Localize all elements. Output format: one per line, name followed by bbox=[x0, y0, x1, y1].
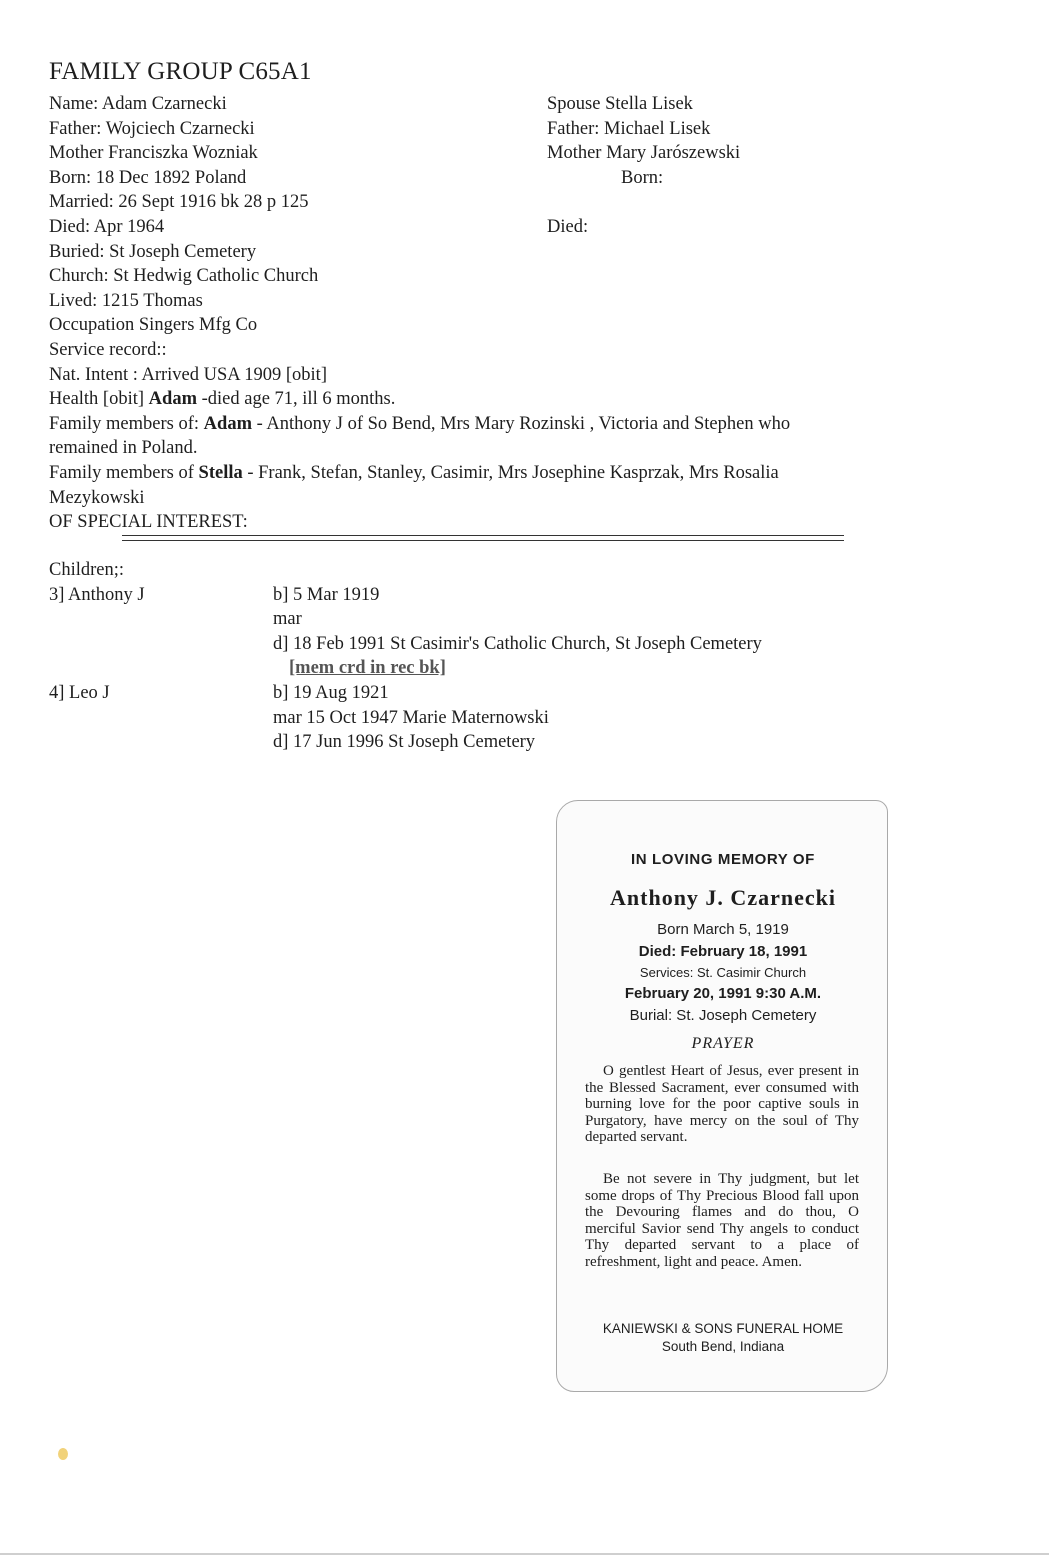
married-line: Married: 26 Sept 1916 bk 28 p 125 bbox=[49, 192, 309, 213]
child-birth: b] 19 Aug 1921 bbox=[273, 682, 389, 703]
card-name: Anthony J. Czarnecki bbox=[610, 885, 836, 910]
occupation-line: Occupation Singers Mfg Co bbox=[49, 315, 258, 336]
child-row bbox=[49, 632, 949, 657]
child-death: d] 18 Feb 1991 St Casimir's Catholic Church, St Joseph Cemetery bbox=[273, 633, 762, 654]
family-members-stella-cont: Mezykowski bbox=[49, 487, 145, 508]
family-members-adam-line: Family members of: Adam - Anthony J of So Bend, Mrs Mary Rozinski , Victoria and Stephen who bbox=[49, 413, 791, 434]
child-name: 4] Leo J bbox=[49, 682, 110, 703]
children-section bbox=[49, 558, 949, 755]
health-line: Health [obit] Adam -died age 71, ill 6 months. bbox=[49, 389, 396, 410]
memorial-card-note: [mem crd in rec bk] bbox=[289, 658, 446, 679]
card-prayer-paragraph: O gentlest Heart of Jesus, ever present in the Blessed Sacrament, ever consumed with burning love for the poor captive souls in Purgatory, have mercy on the soul of Thy departed servant. bbox=[585, 1063, 859, 1145]
separator-line bbox=[122, 535, 844, 536]
child-row bbox=[49, 681, 949, 706]
family-members-adam-cont: remained in Poland. bbox=[49, 438, 198, 459]
child-marriage: mar bbox=[273, 609, 302, 630]
child-row bbox=[49, 656, 949, 681]
child-death: d] 17 Jun 1996 St Joseph Cemetery bbox=[273, 732, 536, 753]
buried-line: Buried: St Joseph Cemetery bbox=[49, 241, 257, 262]
special-interest-line: OF SPECIAL INTEREST: bbox=[49, 512, 248, 533]
father-line: Father: Wojciech Czarnecki Father: Michael Lisek bbox=[49, 117, 909, 142]
nat-intent-line: Nat. Intent : Arrived USA 1909 [obit] bbox=[49, 364, 327, 385]
children-header: Children;: bbox=[49, 560, 125, 580]
spouse-mother-line: Mother Mary Jarószewski bbox=[547, 143, 741, 164]
card-prayer-title: PRAYER bbox=[691, 1035, 755, 1052]
page-edge bbox=[0, 1553, 1049, 1555]
child-row bbox=[49, 607, 949, 632]
family-members-stella-line: Family members of Stella - Frank, Stefan, Stanley, Casimir, Mrs Josephine Kasprzak, Mrs Rosalia bbox=[49, 462, 779, 483]
child-row bbox=[49, 706, 949, 731]
spouse-born-line: Born: bbox=[621, 167, 664, 188]
separator-line bbox=[122, 540, 844, 541]
child-name: 3] Anthony J bbox=[49, 584, 145, 605]
name-line: Name: Adam Czarnecki Spouse Stella Lisek bbox=[49, 92, 909, 117]
card-services: Services: St. Casimir Church bbox=[639, 965, 807, 980]
child-row bbox=[49, 583, 949, 608]
card-born: Born March 5, 1919 bbox=[657, 921, 789, 938]
spouse-died-line: Died: bbox=[547, 216, 589, 237]
card-died: Died: February 18, 1991 bbox=[638, 943, 808, 960]
died-line: Died: Apr 1964 Died: bbox=[49, 215, 909, 240]
page-title: FAMILY GROUP C65A1 bbox=[49, 58, 312, 85]
stain-mark bbox=[58, 1448, 68, 1460]
card-heading: IN LOVING MEMORY OF bbox=[631, 851, 815, 868]
child-birth: b] 5 Mar 1919 bbox=[273, 584, 380, 605]
card-city: South Bend, Indiana bbox=[661, 1339, 785, 1354]
card-burial: Burial: St. Joseph Cemetery bbox=[629, 1007, 817, 1024]
spouse-father-line: Father: Michael Lisek bbox=[547, 118, 711, 139]
church-line: Church: St Hedwig Catholic Church bbox=[49, 266, 319, 287]
lived-line: Lived: 1215 Thomas bbox=[49, 290, 203, 311]
card-date-time: February 20, 1991 9:30 A.M. bbox=[624, 985, 822, 1002]
individual-details bbox=[49, 92, 909, 535]
born-line: Born: 18 Dec 1892 Poland Born: bbox=[49, 166, 909, 191]
card-prayer-paragraph: Be not severe in Thy judgment, but let some drops of Thy Precious Blood fall upon the Devouring flames and do thou, O merciful Savior send Thy angels to conduct Thy departed servant to a place of refreshment, light and peace. Amen. bbox=[585, 1171, 859, 1270]
card-funeral-home: KANIEWSKI & SONS FUNERAL HOME bbox=[602, 1321, 844, 1336]
child-marriage: mar 15 Oct 1947 Marie Maternowski bbox=[273, 707, 549, 728]
child-row bbox=[49, 730, 949, 755]
spouse-line: Spouse Stella Lisek bbox=[547, 94, 693, 114]
memorial-card bbox=[556, 800, 888, 1392]
mother-line: Mother Franciszka Wozniak Mother Mary Jarószewski bbox=[49, 141, 909, 166]
service-record-line: Service record:: bbox=[49, 339, 167, 360]
